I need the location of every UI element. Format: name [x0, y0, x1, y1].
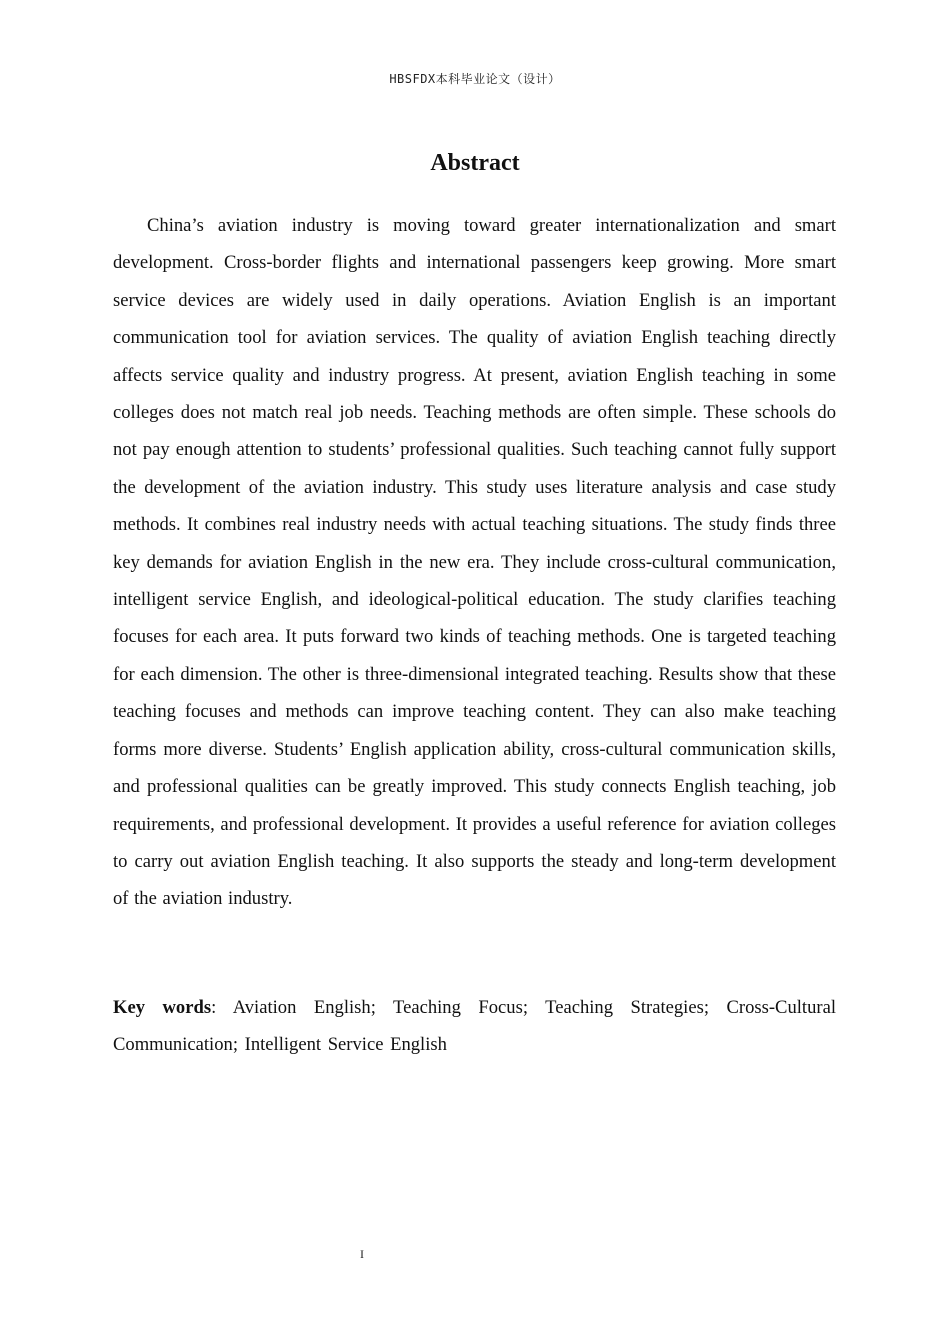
keywords-paragraph [113, 989, 836, 1064]
page-number: I [360, 1247, 364, 1261]
keywords-list: Aviation English; Teaching Focus; Teaching Strategies; Cross-Cultural Communication; Intelligent Service English [113, 997, 836, 1056]
keywords-label: Key words [113, 997, 212, 1018]
running-header: HBSFDX本科毕业论文（设计） [389, 72, 561, 86]
keywords-separator: : [211, 997, 233, 1018]
abstract-paragraph: China’s aviation industry is moving toward greater internationalization and smart development. Cross-border flights and international passengers keep growing. More smart service devices are widely used in daily operations. Aviation English is an important communication tool for aviation services. The quality of aviation English teaching directly affects service quality and industry progress. At present, aviation English teaching in some colleges does not match real job needs. Teaching methods are often simple. These schools do not pay enough attention to students’ professional qualities. Such teaching cannot fully support the development of the aviation industry. This study uses literature analysis and case study methods. It combines real industry needs with actual teaching situations. The study finds three key demands for aviation English in the new era. They include cross-cultural communication, intelligent service English, and ideological-political education. The study clarifies teaching focuses for each area. It puts forward two kinds of teaching methods. One is targeted teaching for each dimension. The other is three-dimensional integrated teaching. Results show that these teaching focuses and methods can improve teaching content. They can also make teaching forms more diverse. Students’ English application ability, cross-cultural communication skills, and professional qualities can be greatly improved. This study connects English teaching, job requirements, and professional development. It provides a useful reference for aviation colleges to carry out aviation English teaching. It also supports the steady and long-term development of the aviation industry. [113, 215, 836, 910]
page-title: Abstract [430, 150, 520, 176]
